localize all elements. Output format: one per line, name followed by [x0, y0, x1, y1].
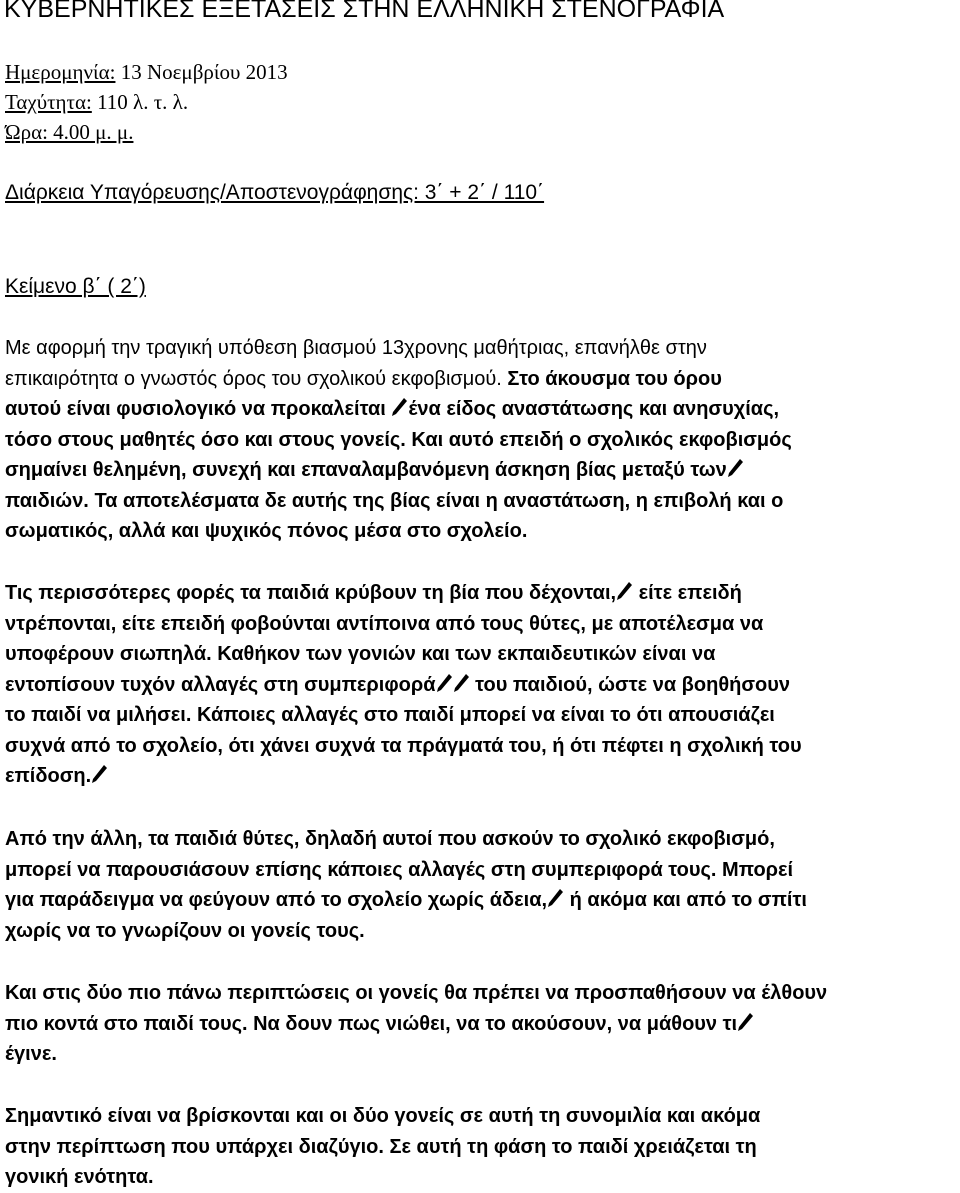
text-line: υποφέρουν σιωπηλά. Καθήκον των γονιών και των εκπαιδευτικών είναι να — [5, 643, 716, 665]
text-line: συχνά από το σχολείο, ότι χάνει συχνά τα πράγματά του, ή ότι πέφτει η σχολική του — [5, 734, 802, 757]
text-line: επικαιρότητα ο γνωστός όρος του σχολικού εκφοβισμού. Στο άκουσμα του όρου — [5, 367, 722, 390]
paragraph-3 — [5, 824, 957, 946]
time-label: Ώρα: 4.00 μ. μ. — [5, 120, 134, 144]
document-heading: ΚΥΒΕΡΝΗΤΙΚΕΣ ΕΞΕΤΑΣΕΙΣ ΣΤΗΝ ΕΛΛΗΝΙΚΗ ΣΤΕΝΟΓΡΑΦΙΑ — [4, 0, 725, 23]
time-line — [5, 120, 133, 145]
paragraph-4 — [5, 978, 957, 1070]
text-subtitle: Κείμενο β΄ ( 2΄) — [5, 275, 146, 298]
pencil-icon — [616, 581, 633, 601]
text-line: γονική ενότητα. — [5, 1166, 154, 1188]
date-label: Ημερομηνία: — [5, 60, 116, 84]
speed-line — [5, 90, 188, 115]
paragraph-2 — [5, 578, 957, 792]
dictation-duration: Διάρκεια Υπαγόρευσης/Αποστενογράφησης: 3΄ + 2΄ / 110΄ — [5, 181, 545, 204]
text-line: Τις περισσότερες φορές τα παιδιά κρύβουν τη βία που δέχονται, είτε επειδή — [5, 582, 742, 604]
paragraph-5 — [5, 1101, 957, 1193]
text-line: σημαίνει θελημένη, συνεχή και επαναλαμβανόμενη άσκηση βίας μεταξύ των — [5, 455, 957, 486]
paragraph-1 — [5, 333, 957, 547]
pencil-icon — [737, 1012, 754, 1032]
text-line: επίδοση. — [5, 761, 957, 792]
text-line: Με αφορμή την τραγική υπόθεση βιασμού 13χρονης μαθήτριας, επανήλθε στην — [5, 337, 707, 359]
text-line: ντρέπονται, είτε επειδή φοβούνται αντίποινα από τους θύτες, με αποτέλεσμα να — [5, 612, 764, 635]
text-line: Σημαντικό είναι να βρίσκονται και οι δύο γονείς σε αυτή τη συνομιλία και ακόμα — [5, 1105, 761, 1127]
text-line: πιο κοντά στο παιδί τους. Να δουν πως νιώθει, να το ακούσουν, να μάθουν τι — [5, 1009, 957, 1040]
date-line — [5, 60, 288, 85]
speed-label: Ταχύτητα: — [5, 90, 92, 114]
speed-value: 110 λ. τ. λ. — [91, 90, 189, 114]
pencil-icon — [453, 673, 470, 693]
text-line: εντοπίσουν τυχόν αλλαγές στη συμπεριφορά του παιδιού, ώστε να βοηθήσουν — [5, 673, 791, 696]
text-line: Και στις δύο πιο πάνω περιπτώσεις οι γονείς θα πρέπει να προσπαθήσουν να έλθουν — [5, 982, 828, 1004]
pencil-icon — [91, 764, 108, 784]
pencil-icon — [436, 673, 453, 693]
text-line: για παράδειγμα να φεύγουν από το σχολείο χωρίς άδεια, ή ακόμα και από το σπίτι — [5, 889, 807, 911]
pencil-icon — [391, 397, 408, 417]
text-line: μπορεί να παρουσιάσουν επίσης κάποιες αλλαγές στη συμπεριφορά τους. Μπορεί — [5, 858, 794, 881]
text-line: Από την άλλη, τα παιδιά θύτες, δηλαδή αυτοί που ασκούν το σχολικό εκφοβισμό, — [5, 828, 775, 850]
text-line: παιδιών. Τα αποτελέσματα δε αυτής της βίας είναι η αναστάτωση, η επιβολή και ο — [5, 489, 784, 512]
text-line: χωρίς να το γνωρίζουν οι γονείς τους. — [5, 919, 365, 942]
text-line: στην περίπτωση που υπάρχει διαζύγιο. Σε αυτή τη φάση το παιδί χρειάζεται τη — [5, 1135, 757, 1158]
text-line: σωματικός, αλλά και ψυχικός πόνος μέσα στο σχολείο. — [5, 520, 528, 542]
pencil-icon — [727, 458, 744, 478]
text-line: αυτού είναι φυσιολογικό να προκαλείται ένα είδος αναστάτωσης και ανησυχίας, — [5, 398, 780, 420]
text-line: το παιδί να μιλήσει. Κάποιες αλλαγές στο παιδί μπορεί να είναι το ότι απουσιάζει — [5, 704, 775, 726]
date-value: 13 Νοεμβρίου 2013 — [115, 60, 288, 84]
text-line: έγινε. — [5, 1043, 57, 1065]
text-line: τόσο στους μαθητές όσο και στους γονείς. Και αυτό επειδή ο σχολικός εκφοβισμός — [5, 428, 792, 451]
pencil-icon — [547, 888, 564, 908]
